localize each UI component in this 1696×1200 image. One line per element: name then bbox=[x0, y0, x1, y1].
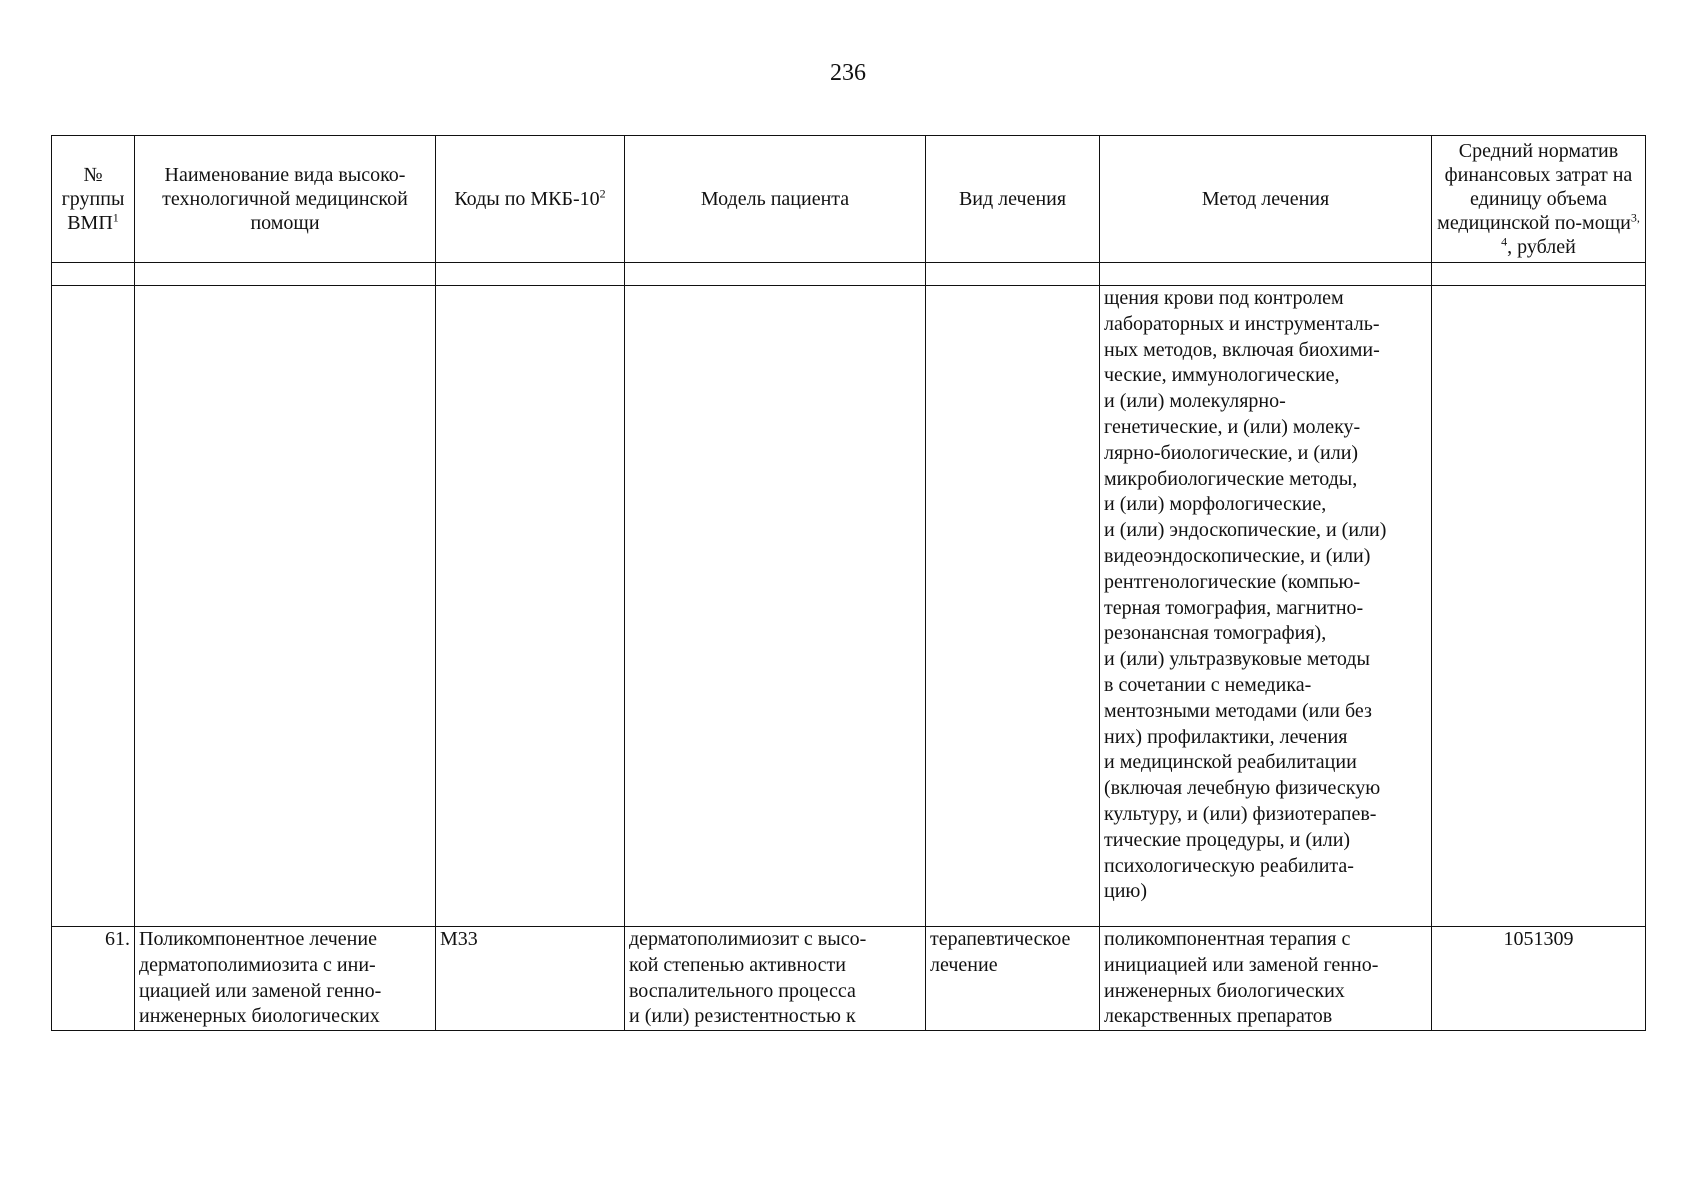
table-row-continuation bbox=[52, 286, 1646, 927]
page-number: 236 bbox=[830, 60, 866, 86]
header-cost: Средний норматив финансовых затрат на единицу объема медицинской по-мощи$^{3, 4}$, рублей bbox=[1432, 136, 1646, 263]
row-61-model: дерматополимиозит с высо- кой степенью активности воспалительного процесса и (или) резистентностью к bbox=[625, 927, 926, 1031]
row-61-codes: M33 bbox=[436, 927, 625, 1031]
vmp-table bbox=[51, 135, 1646, 1031]
header-group: № группы ВМП$^1$ bbox=[52, 136, 135, 263]
continuation-method-cell: щения крови под контролем лабораторных и инструменталь- ных методов, включая биохими- ческие, иммунологические, и (или) молекулярно- генетические, и (или) молеку- лярно-биологические, и (или) микробиологические методы, и (или) морфологические, и (или) эндоскопические, и (или) видеоэндоскопические, и (или) рентгенологические (компью- терная томография, магнитно- резонансная томография), и (или) ультразвуковые методы в сочетании с немедика- ментозными методами (или без них) профилактики, лечения и медицинской реабилитации (включая лечебную физическую культуру, и (или) физиотерапев- тические процедуры, и (или) психологическую реабилита- цию) bbox=[1100, 286, 1432, 927]
header-method: Метод лечения bbox=[1100, 136, 1432, 263]
row-61-name: Поликомпонентное лечение дерматополимиозита с ини- циацией или заменой генно- инженерных биологических bbox=[135, 927, 436, 1031]
header-row bbox=[52, 136, 1646, 263]
row-61-group: 61. bbox=[52, 927, 135, 1031]
header-name: Наименование вида высоко-технологичной медицинской помощи bbox=[135, 136, 436, 263]
row-61-treatment-type: терапевтическое лечение bbox=[926, 927, 1100, 1031]
table-row-61 bbox=[52, 927, 1646, 1031]
column-number-row bbox=[52, 263, 1646, 286]
header-model: Модель пациента bbox=[625, 136, 926, 263]
row-61-cost: 1051309 bbox=[1432, 927, 1646, 1031]
header-codes: Коды по МКБ-$10^2$ bbox=[436, 136, 625, 263]
header-treatment-type: Вид лечения bbox=[926, 136, 1100, 263]
row-61-method: поликомпонентная терапия с инициацией или заменой генно- инженерных биологических лекарственных препаратов bbox=[1100, 927, 1432, 1031]
